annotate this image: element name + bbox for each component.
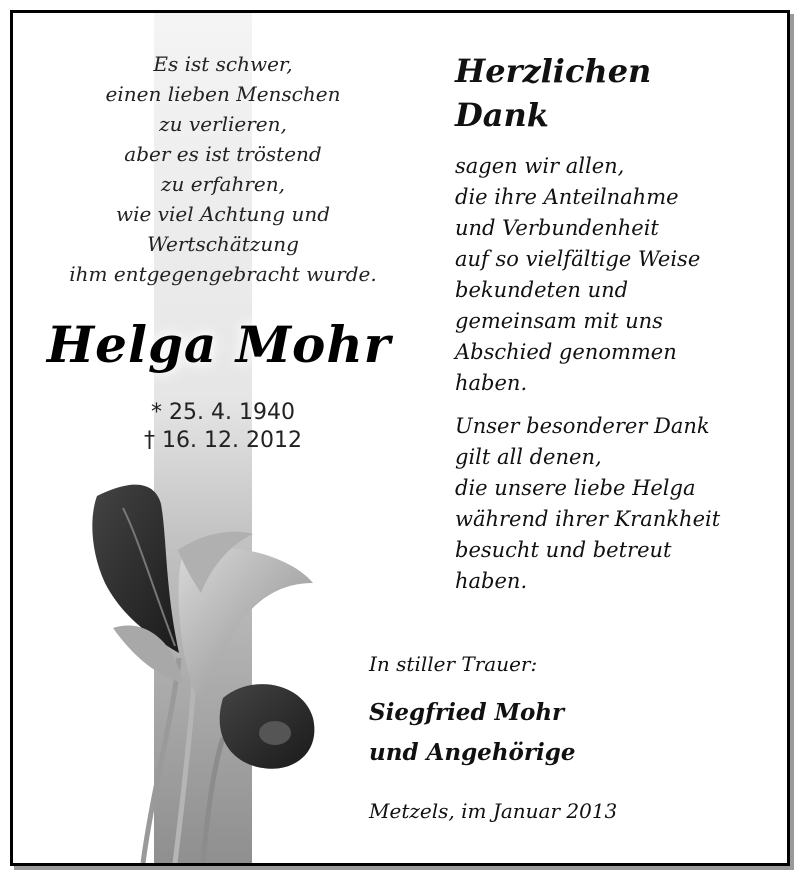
place-date: Metzels, im Januar 2013	[369, 799, 618, 823]
text-line: Abschied genommen	[455, 340, 677, 364]
thanks-section	[455, 49, 775, 609]
text-line: haben.	[455, 371, 528, 395]
text-line: auf so vielfältige Weise	[455, 247, 701, 271]
signature-names	[369, 693, 769, 773]
birth-date: * 25. 4. 1940	[151, 400, 295, 425]
death-date: † 16. 12. 2012	[144, 428, 302, 453]
thanks-heading-line: Herzlichen	[455, 52, 652, 90]
text-line: während ihrer Krankheit	[455, 507, 721, 531]
signature-block	[369, 649, 769, 773]
poem-line: zu verlieren,	[159, 112, 287, 136]
poem-line: zu erfahren,	[160, 172, 285, 196]
text-line: haben.	[455, 569, 528, 593]
deceased-name: Helga Mohr	[46, 315, 392, 374]
signature-name: und Angehörige	[369, 739, 576, 766]
text-line: die ihre Anteilnahme	[455, 185, 679, 209]
signature-intro: In stiller Trauer:	[369, 652, 538, 676]
life-dates	[33, 399, 413, 455]
poem-line: Wertschätzung	[147, 232, 299, 256]
poem-line: wie viel Achtung und	[115, 202, 331, 226]
thanks-heading	[455, 49, 775, 137]
thanks-heading-line: Dank	[455, 96, 549, 134]
poem-line: aber es ist tröstend	[124, 142, 322, 166]
obituary-card	[10, 10, 790, 866]
calla-lily-illustration	[83, 468, 343, 863]
poem-line: Es ist schwer,	[153, 52, 293, 76]
text-line: die unsere liebe Helga	[455, 476, 696, 500]
poem-line: ihm entgegengebracht wurde.	[69, 262, 377, 286]
text-line: sagen wir allen,	[455, 154, 625, 178]
signature-name: Siegfried Mohr	[369, 699, 565, 726]
thanks-paragraph-2	[455, 411, 775, 597]
text-line: gilt all denen,	[455, 445, 602, 469]
text-line: besucht und betreut	[455, 538, 672, 562]
thanks-paragraph-1	[455, 151, 775, 399]
text-line: bekundeten und	[455, 278, 629, 302]
poem-line: einen lieben Menschen	[105, 82, 341, 106]
poem	[33, 49, 413, 289]
text-line: Unser besonderer Dank	[455, 414, 710, 438]
text-line: und Verbundenheit	[455, 216, 659, 240]
text-line: gemeinsam mit uns	[455, 309, 663, 333]
